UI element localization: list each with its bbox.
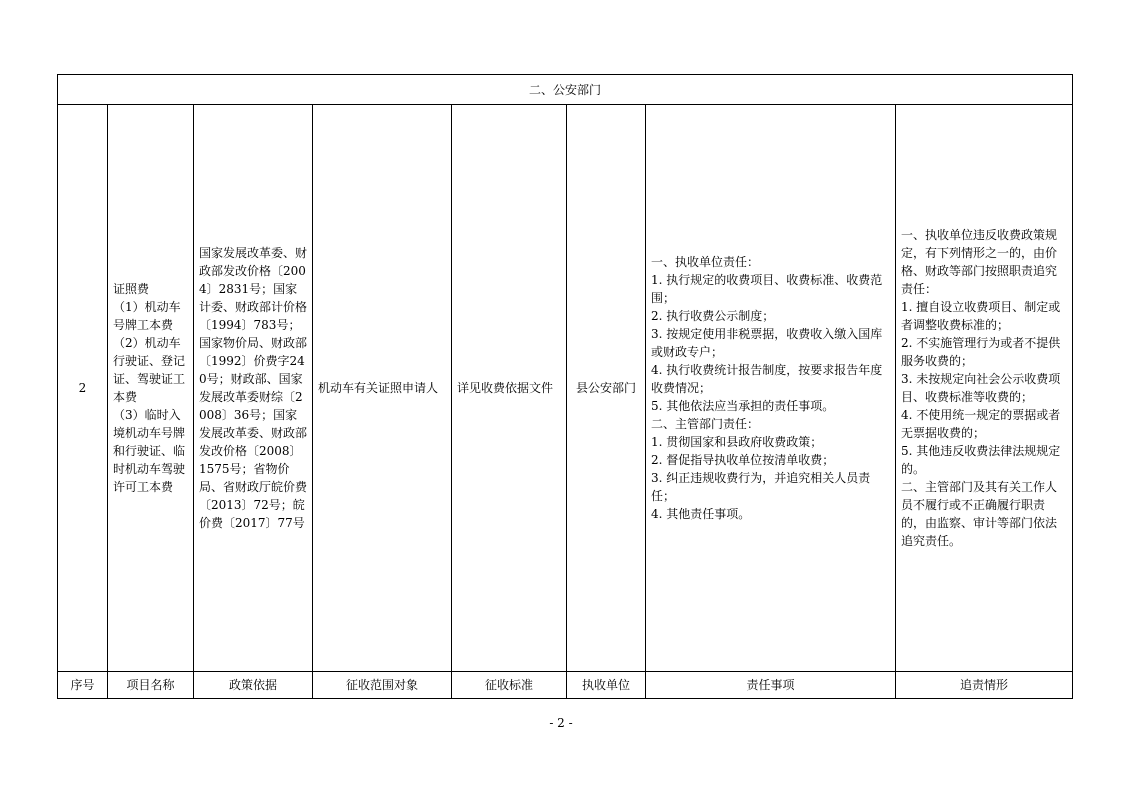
- section-title: 二、公安部门: [58, 75, 1073, 105]
- cell-standard: 详见收费依据文件: [452, 105, 567, 672]
- cell-unit: 县公安部门: [567, 105, 646, 672]
- cell-seq: 2: [58, 105, 108, 672]
- header-accountability: 追责情形: [896, 672, 1073, 699]
- fee-table: [57, 74, 1073, 699]
- cell-accountability: 一、执收单位违反收费政策规定，有下列情形之一的，由价格、财政等部门按照职责追究责任： 1. 擅自设立收费项目、制定或者调整收费标准的； 2. 不实施管理行为或者不提供服务收费的； 3. 未按规定向社会公示收费项目、收费标准等收费的； 4. 不使用统一规定的票据或者无票据收费的； 5. 其他违反收费法律法规规定的。 二、主管部门及其有关工作人员不履行或不正确履行职责的，由监察、审计等部门依法追究责任。: [896, 105, 1073, 672]
- header-standard: 征收标准: [452, 672, 567, 699]
- header-responsibility: 责任事项: [646, 672, 896, 699]
- cell-policy-basis: 国家发展改革委、财政部发改价格〔2004〕2831号；国家计委、财政部计价格〔1994〕783号；国家物价局、财政部〔1992〕价费字240号；财政部、国家发展改革委财综〔2008〕36号；国家发展改革委、财政部发改价格〔2008〕1575号；省物价局、省财政厅皖价费〔2013〕72号；皖价费〔2017〕77号: [194, 105, 313, 672]
- table-row: [58, 105, 1073, 672]
- header-item-name: 项目名称: [108, 672, 194, 699]
- header-unit: 执收单位: [567, 672, 646, 699]
- header-scope: 征收范围对象: [313, 672, 452, 699]
- page-number: - 2 -: [549, 716, 573, 730]
- header-policy-basis: 政策依据: [194, 672, 313, 699]
- header-row: [58, 672, 1073, 699]
- cell-item-name: 证照费 （1）机动车号牌工本费 （2）机动车行驶证、登记证、驾驶证工本费 （3）临时入境机动车号牌和行驶证、临时机动车驾驶许可工本费: [108, 105, 194, 672]
- cell-scope: 机动车有关证照申请人: [313, 105, 452, 672]
- cell-responsibility: 一、执收单位责任： 1. 执行规定的收费项目、收费标准、收费范围； 2. 执行收费公示制度； 3. 按规定使用非税票据，收费收入缴入国库或财政专户； 4. 执行收费统计报告制度，按要求报告年度收费情况； 5. 其他依法应当承担的责任事项。 二、主管部门责任： 1. 贯彻国家和县政府收费政策； 2. 督促指导执收单位按清单收费； 3. 纠正违规收费行为，并追究相关人员责任； 4. 其他责任事项。: [646, 105, 896, 672]
- header-seq: 序号: [58, 672, 108, 699]
